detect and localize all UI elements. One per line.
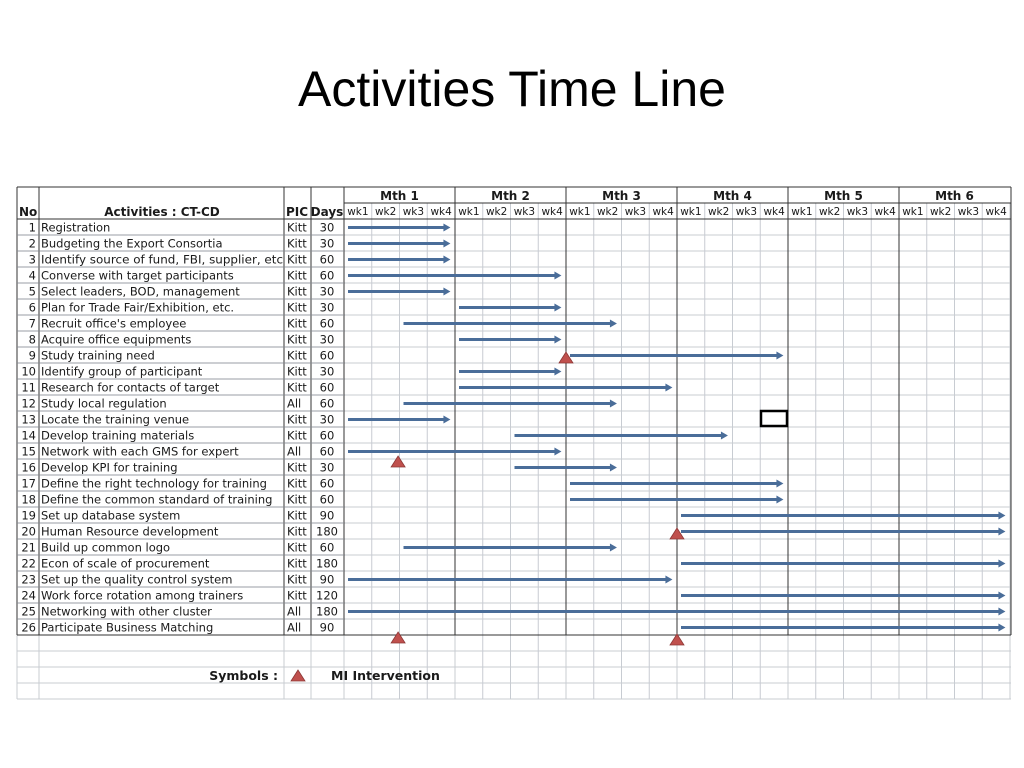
activity-days: 60: [319, 348, 335, 363]
week-header: wk1: [902, 206, 924, 218]
activity-pic: Kitt: [287, 268, 307, 283]
mi-marker-icon: [391, 456, 405, 467]
activity-pic: Kitt: [287, 588, 307, 603]
activity-no: 15: [21, 444, 36, 459]
symbol-meaning: MI Intervention: [331, 668, 440, 683]
week-header: wk1: [680, 206, 702, 218]
activity-no: 19: [21, 508, 36, 523]
activity-pic: Kitt: [287, 364, 307, 379]
activity-days: 30: [319, 460, 335, 475]
activity-no: 23: [21, 572, 36, 587]
arrow-head-icon: [998, 560, 1005, 568]
arrow-head-icon: [776, 480, 783, 488]
week-header: wk3: [513, 206, 536, 218]
activity-days: 30: [319, 220, 335, 235]
activity-name: Network with each GMS for expert: [41, 444, 239, 459]
header-pic: PIC: [285, 205, 309, 219]
arrow-head-icon: [998, 528, 1005, 536]
activity-name: Build up common logo: [41, 540, 171, 555]
activity-no: 5: [28, 284, 36, 299]
activity-no: 18: [21, 492, 36, 507]
activity-days: 30: [319, 412, 335, 427]
activity-pic: Kitt: [287, 300, 307, 315]
activity-name: Human Resource development: [41, 524, 219, 539]
arrow-head-icon: [610, 464, 617, 472]
arrow-head-icon: [998, 592, 1005, 600]
activity-days: 120: [316, 588, 338, 603]
activity-name: Develop training materials: [41, 428, 195, 443]
week-header: wk3: [846, 206, 869, 218]
week-header: wk1: [458, 206, 480, 218]
arrow-head-icon: [443, 240, 450, 248]
activity-no: 13: [21, 412, 36, 427]
activity-name: Participate Business Matching: [41, 620, 214, 635]
activity-name: Research for contacts of target: [41, 380, 220, 395]
arrow-head-icon: [998, 608, 1005, 616]
arrow-head-icon: [610, 320, 617, 328]
month-header: Mth 4: [713, 189, 752, 203]
arrow-head-icon: [443, 256, 450, 264]
activity-pic: Kitt: [287, 284, 307, 299]
activity-days: 180: [316, 604, 338, 619]
activity-days: 90: [319, 620, 335, 635]
activity-pic: Kitt: [287, 220, 307, 235]
activity-pic: Kitt: [287, 252, 307, 267]
activity-name: Recruit office's employee: [41, 316, 187, 331]
month-header: Mth 2: [491, 189, 530, 203]
week-header: wk1: [347, 206, 369, 218]
activity-name: Acquire office equipments: [41, 332, 192, 347]
week-header: wk3: [957, 206, 980, 218]
activity-name: Study local regulation: [41, 396, 167, 411]
activity-days: 30: [319, 332, 335, 347]
arrow-head-icon: [721, 432, 728, 440]
mi-marker-icon: [391, 632, 405, 643]
header-no: No: [19, 205, 38, 219]
activity-no: 7: [28, 316, 36, 331]
month-header: Mth 1: [380, 189, 419, 203]
arrow-head-icon: [610, 544, 617, 552]
week-header: wk3: [735, 206, 758, 218]
month-header: Mth 5: [824, 189, 863, 203]
week-header: wk2: [485, 206, 508, 218]
activity-days: 30: [319, 236, 335, 251]
activity-no: 8: [28, 332, 36, 347]
arrow-head-icon: [443, 288, 450, 296]
mi-marker-icon: [670, 528, 684, 539]
activity-days: 30: [319, 284, 335, 299]
activity-name: Identify group of participant: [41, 364, 203, 379]
arrow-head-icon: [665, 576, 672, 584]
activity-pic: Kitt: [287, 572, 307, 587]
week-header: wk1: [791, 206, 813, 218]
activity-days: 180: [316, 524, 338, 539]
arrow-head-icon: [554, 368, 561, 376]
activity-no: 4: [28, 268, 36, 283]
arrow-head-icon: [554, 272, 561, 280]
activity-no: 25: [21, 604, 36, 619]
activity-days: 60: [319, 380, 335, 395]
activity-name: Set up the quality control system: [41, 572, 233, 587]
activity-days: 30: [319, 300, 335, 315]
activity-days: 60: [319, 476, 335, 491]
activity-pic: Kitt: [287, 556, 307, 571]
activity-no: 21: [21, 540, 36, 555]
week-header: wk2: [929, 206, 952, 218]
arrow-head-icon: [554, 304, 561, 312]
week-header: wk4: [430, 206, 452, 218]
activity-name: Set up database system: [41, 508, 181, 523]
activity-name: Define the right technology for training: [41, 476, 267, 491]
activity-days: 90: [319, 508, 335, 523]
week-header: wk4: [763, 206, 785, 218]
activity-no: 9: [28, 348, 36, 363]
activity-pic: Kitt: [287, 524, 307, 539]
arrow-head-icon: [554, 448, 561, 456]
activity-name: Networking with other cluster: [41, 604, 212, 619]
activity-name: Budgeting the Export Consortia: [41, 236, 223, 251]
header-row: [19, 205, 343, 219]
mi-marker-icon: [559, 352, 573, 363]
activity-no: 20: [21, 524, 36, 539]
activity-no: 24: [21, 588, 36, 603]
activity-no: 22: [21, 556, 36, 571]
activity-name: Econ of scale of procurement: [41, 556, 210, 571]
activity-no: 10: [21, 364, 36, 379]
activity-pic: Kitt: [287, 492, 307, 507]
arrow-head-icon: [554, 336, 561, 344]
activity-pic: All: [287, 396, 302, 411]
slide-title: Activities Time Line: [298, 61, 726, 117]
activity-pic: Kitt: [287, 316, 307, 331]
header-activities: Activities : CT-CD: [104, 205, 220, 219]
arrow-head-icon: [776, 352, 783, 360]
activity-pic: Kitt: [287, 476, 307, 491]
activity-days: 60: [319, 396, 335, 411]
activity-days: 60: [319, 252, 335, 267]
arrow-head-icon: [998, 512, 1005, 520]
activity-name: Define the common standard of training: [41, 492, 273, 507]
activity-days: 90: [319, 572, 335, 587]
activity-pic: Kitt: [287, 332, 307, 347]
week-header: wk4: [652, 206, 674, 218]
activity-name: Converse with target participants: [41, 268, 234, 283]
week-header: wk4: [541, 206, 563, 218]
arrow-head-icon: [665, 384, 672, 392]
activity-days: 60: [319, 492, 335, 507]
activity-days: 60: [319, 444, 335, 459]
activity-pic: Kitt: [287, 428, 307, 443]
activity-pic: Kitt: [287, 540, 307, 555]
activity-name: Locate the training venue: [41, 412, 190, 427]
activity-no: 11: [21, 380, 36, 395]
activity-days: 60: [319, 540, 335, 555]
activity-pic: All: [287, 620, 302, 635]
week-header: wk2: [596, 206, 619, 218]
symbols-legend: [209, 668, 440, 683]
month-header: Mth 6: [935, 189, 974, 203]
activity-days: 60: [319, 268, 335, 283]
triangle-icon: [291, 670, 305, 681]
activity-no: 14: [21, 428, 36, 443]
activity-name: Study training need: [41, 348, 155, 363]
activity-no: 6: [28, 300, 36, 315]
activity-pic: All: [287, 444, 302, 459]
activity-days: 30: [319, 364, 335, 379]
activity-pic: All: [287, 604, 302, 619]
activity-pic: Kitt: [287, 236, 307, 251]
activity-name: Work force rotation among trainers: [41, 588, 244, 603]
activity-no: 3: [28, 252, 36, 267]
mi-marker-icon: [670, 634, 684, 645]
activity-no: 16: [21, 460, 36, 475]
week-header: wk3: [402, 206, 425, 218]
arrow-head-icon: [443, 224, 450, 232]
activity-days: 180: [316, 556, 338, 571]
week-header: wk2: [374, 206, 397, 218]
activity-pic: Kitt: [287, 412, 307, 427]
week-header: wk3: [624, 206, 647, 218]
activity-name: Registration: [41, 220, 111, 235]
activity-name: Identify source of fund, FBI, supplier, etc: [41, 252, 283, 267]
activity-pic: Kitt: [287, 508, 307, 523]
symbols-label: Symbols :: [209, 668, 278, 683]
activity-pic: Kitt: [287, 348, 307, 363]
header-days: Days: [310, 205, 344, 219]
week-header: wk4: [985, 206, 1007, 218]
week-header: wk2: [818, 206, 841, 218]
activity-pic: Kitt: [287, 380, 307, 395]
activity-pic: Kitt: [287, 460, 307, 475]
activity-days: 60: [319, 428, 335, 443]
activity-name: Select leaders, BOD, management: [41, 284, 240, 299]
week-header: wk4: [874, 206, 896, 218]
week-header: wk1: [569, 206, 591, 218]
week-header: wk2: [707, 206, 730, 218]
month-header: Mth 3: [602, 189, 641, 203]
selected-cell[interactable]: [761, 411, 787, 426]
activity-no: 2: [28, 236, 36, 251]
activity-no: 1: [28, 220, 36, 235]
arrow-head-icon: [776, 496, 783, 504]
arrow-head-icon: [443, 416, 450, 424]
activity-no: 26: [21, 620, 36, 635]
activity-name: Plan for Trade Fair/Exhibition, etc.: [41, 300, 235, 315]
activity-days: 60: [319, 316, 335, 331]
activity-no: 17: [21, 476, 36, 491]
arrow-head-icon: [998, 624, 1005, 632]
activity-no: 12: [21, 396, 36, 411]
arrow-head-icon: [610, 400, 617, 408]
activity-name: Develop KPI for training: [41, 460, 178, 475]
